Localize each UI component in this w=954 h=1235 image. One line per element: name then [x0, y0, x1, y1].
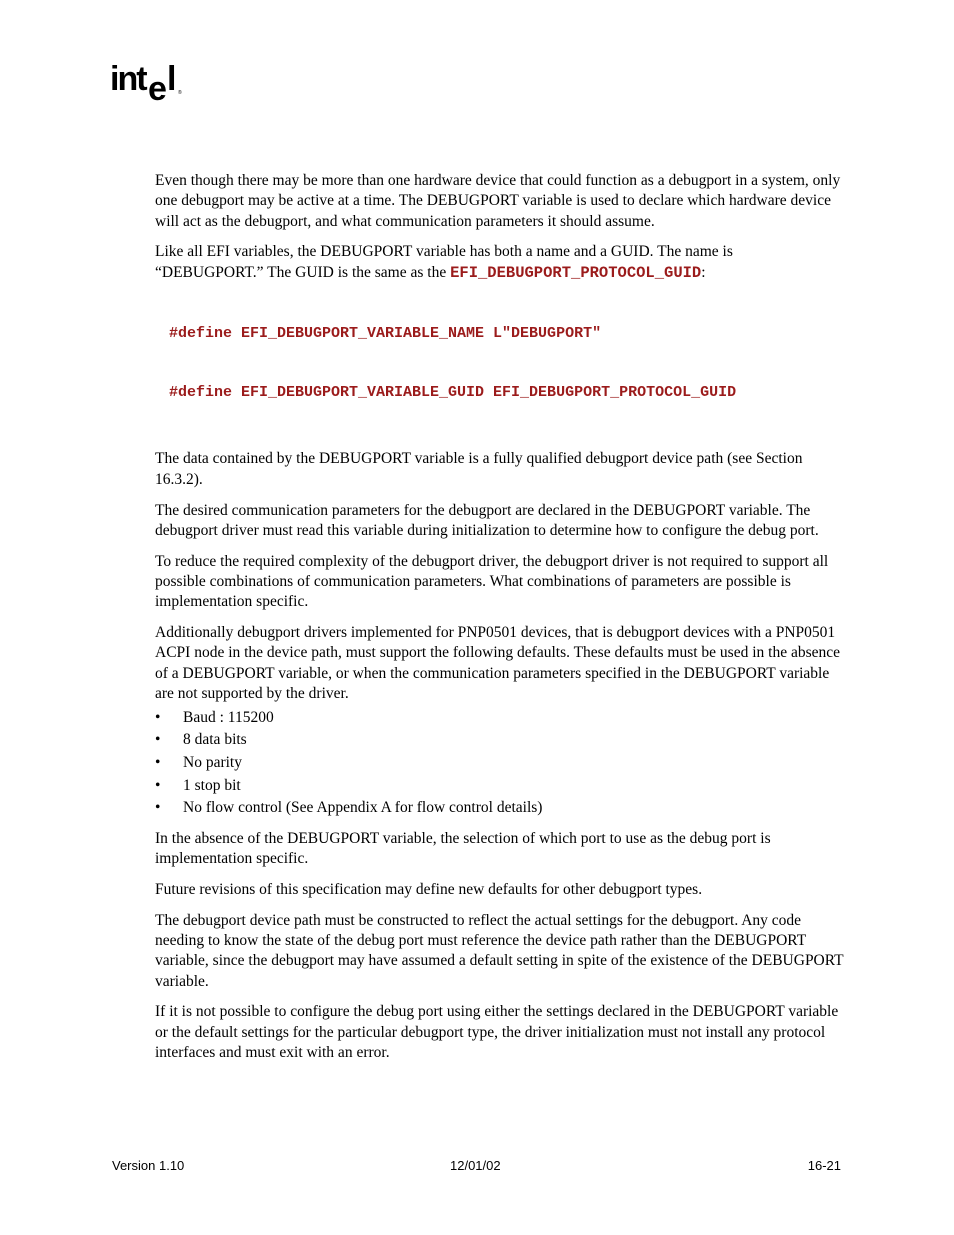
list-item: • No parity [155, 752, 845, 775]
list-item: • Baud : 115200 [155, 707, 845, 730]
footer-page-number: 16-21 [807, 1158, 841, 1173]
body-text [155, 171, 845, 1074]
paragraph-9: The debugport device path must be constructed to reflect the actual settings for the debugport. Any code needing to know the state of the debug port must reference the device path rather than the DEBUGPORT variable, since the debugport may have assumed a default setting in spite of the existence of the DEBUGPORT variable. [155, 911, 844, 990]
bullet-icon: • [155, 731, 161, 749]
svg-text:®: ® [178, 90, 182, 96]
paragraph-8: Future revisions of this specification may define new defaults for other debugport types. [155, 880, 703, 898]
footer-date: 12/01/02 [450, 1158, 501, 1173]
paragraph-5: To reduce the required complexity of the debugport driver, the debugport driver is not required to support all possible combinations of communication parameters. What combinations of parameters are possible is implementation specific. [155, 552, 829, 611]
list-item: • No flow control (See Appendix A for flow control details) [155, 797, 845, 820]
paragraph-2-colon: : [701, 263, 706, 281]
paragraph-2 [155, 242, 845, 283]
svg-text:l: l [167, 60, 177, 98]
code-line: #define EFI_DEBUGPORT_VARIABLE_GUID EFI_DEBUGPORT_PROTOCOL_GUID [169, 383, 737, 401]
list-item: • 8 data bits [155, 729, 845, 752]
svg-text:e: e [148, 70, 165, 104]
paragraph-2-text: Like all EFI variables, the DEBUGPORT variable has both a name and a GUID. The name is “DEBUGPORT.” The GUID is the same as the [155, 243, 733, 281]
code-line: #define EFI_DEBUGPORT_VARIABLE_NAME L"DEBUGPORT" [169, 325, 602, 343]
svg-text:int: int [110, 60, 146, 98]
defaults-list [155, 707, 845, 820]
code-block [169, 285, 845, 441]
paragraph-10: If it is not possible to configure the debug port using either the settings declared in the DEBUGPORT variable or the default settings for the particular debugport type, the driver initialization must not install any protocol interfaces and must exit with an error. [155, 1003, 839, 1061]
bullet-icon: • [155, 708, 161, 726]
paragraph-4: The desired communication parameters for the debugport are declared in the DEBUGPORT variable. The debugport driver must read this variable during initialization to determine how to configure the debug port. [155, 501, 819, 539]
paragraph-6: Additionally debugport drivers implemented for PNP0501 devices, that is debugport devices with a PNP0501 ACPI node in the device path, must support the following defaults. These defaults must be used in the absence of a DEBUGPORT variable, or when the communication parameters specified in the DEBUGPORT variable are not supported by the driver. [155, 624, 841, 702]
bullet-icon: • [155, 776, 161, 794]
bullet-icon: • [155, 799, 161, 817]
bullet-icon: • [155, 753, 161, 771]
paragraph-7: In the absence of the DEBUGPORT variable, the selection of which port to use as the debug port is implementation specific. [155, 829, 771, 868]
paragraph-1: Even though there may be more than one hardware device that could function as a debugport in a system, only one debugport may be active at a time. The DEBUGPORT variable is used to declare which hardware device will act as the debugport, and what communication parameters it should assume. [155, 172, 841, 230]
protocol-guid-code: EFI_DEBUGPORT_PROTOCOL_GUID [450, 263, 702, 282]
list-item: • 1 stop bit [155, 775, 845, 798]
intel-logo [110, 60, 190, 104]
footer-version: Version 1.10 [112, 1158, 185, 1173]
paragraph-3: The data contained by the DEBUGPORT variable is a fully qualified debugport device path (see Section 16.3.2). [155, 450, 803, 488]
